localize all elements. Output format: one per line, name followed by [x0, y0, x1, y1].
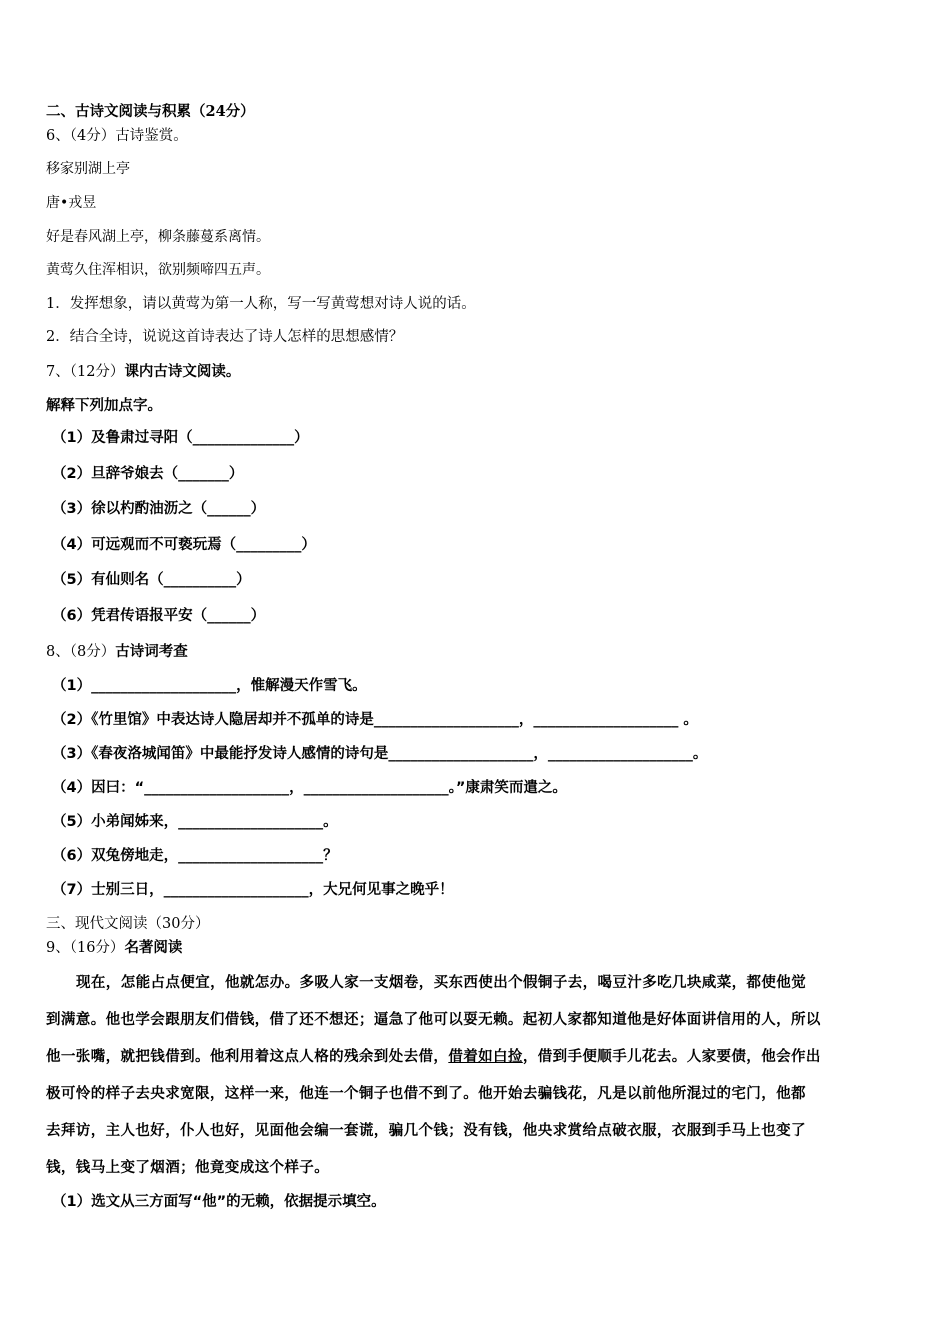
- question-7-item: （3）徐以杓酌油沥之（______）: [52, 501, 266, 517]
- question-7-item: （2）旦辞爷娘去（_______）: [52, 466, 244, 482]
- passage-line: 极可怜的样子去央求宽限，这样一来，他连一个铜子也借不到了。他开始去骗钱花，凡是以前他所混过的宅门，他都: [46, 1085, 806, 1102]
- question-7-header: [46, 362, 240, 382]
- underlined-phrase: 借着如白捡: [448, 1048, 523, 1065]
- question-8-item: （2）《竹里馆》中表达诗人隐居却并不孤单的诗是____________________，____________________ 。: [52, 712, 698, 728]
- question-6-sub2: 2．结合全诗，说说这首诗表达了诗人怎样的思想感情？: [46, 329, 404, 345]
- passage-line: [46, 1047, 904, 1067]
- question-6-sub1: 1．发挥想象，请以黄莺为第一人称，写一写黄莺想对诗人说的话。: [46, 296, 476, 312]
- passage-line: 钱，钱马上变了烟酒；他竟变成这个样子。: [46, 1159, 330, 1176]
- question-7-item: （5）有仙则名（__________）: [52, 572, 251, 588]
- passage-line: 到满意。他也学会跟朋友们借钱，借了还不想还；逼急了他可以耍无赖。起初人家都知道他是好体面讲信用的人，所以: [46, 1011, 821, 1028]
- question-9-prefix: 9、（16分）: [46, 940, 125, 956]
- question-9-header: [46, 938, 182, 958]
- question-8-item: （1）____________________，惟解漫天作雪飞。: [52, 678, 367, 694]
- poem-line: 黄莺久住浑相识，欲别频啼四五声。: [46, 262, 270, 278]
- question-7-item: （4）可远观而不可亵玩焉（_________）: [52, 537, 316, 553]
- question-8-item: （5）小弟闻姊来，____________________。: [52, 814, 338, 830]
- question-8-item: （4）因曰：“____________________，____________________。”康肃笑而遣之。: [52, 780, 567, 796]
- poem-line: 好是春风湖上亭，柳条藤蔓系离情。: [46, 229, 270, 245]
- question-8-item: （6）双兔傍地走，____________________？: [52, 848, 338, 864]
- question-8-title: 古诗词考查: [115, 644, 188, 660]
- question-6-header: 6、（4分）古诗鉴赏。: [46, 128, 188, 144]
- section-title: 二、古诗文阅读与积累（24分）: [46, 103, 255, 120]
- question-8-header: [46, 642, 188, 662]
- passage-line: 现在，怎能占点便宜，他就怎办。多吸人家一支烟卷，买东西使出个假铜子去，喝豆汁多吃几块咸菜，都使他觉: [76, 974, 807, 991]
- passage-line: 去拜访，主人也好，仆人也好，见面他会编一套谎，骗几个钱；没有钱，他央求赏给点破衣服，衣服到手马上也变了: [46, 1122, 806, 1139]
- question-7-prefix: 7、（12分）: [46, 364, 125, 380]
- question-8-item: （3）《春夜洛城闻笛》中最能抒发诗人感情的诗句是____________________，____________________。: [52, 746, 708, 762]
- passage-text: ，借到手便顺手儿花去。人家要债，他会作出: [522, 1048, 821, 1065]
- section-title: 三、现代文阅读（30分）: [46, 916, 210, 932]
- poem-title: 移家别湖上亭: [46, 161, 130, 177]
- question-7-title: 课内古诗文阅读。: [124, 364, 241, 380]
- question-9-sub1: （1）选文从三方面写“他”的无赖，依据提示填空。: [52, 1194, 386, 1210]
- passage-text: 他一张嘴，就把钱借到。他利用着这点人格的残余到处去借，: [46, 1048, 449, 1065]
- question-7-instruction: 解释下列加点字。: [46, 398, 162, 414]
- question-9-title: 名著阅读: [124, 940, 183, 956]
- question-8-prefix: 8、（8分）: [46, 644, 116, 660]
- question-8-item: （7）士别三日，____________________，大兄何见事之晚乎！: [52, 882, 454, 898]
- poem-author: 唐•戎昱: [46, 195, 97, 211]
- question-7-item: （1）及鲁肃过寻阳（______________）: [52, 430, 309, 446]
- question-7-item: （6）凭君传语报平安（______）: [52, 608, 266, 624]
